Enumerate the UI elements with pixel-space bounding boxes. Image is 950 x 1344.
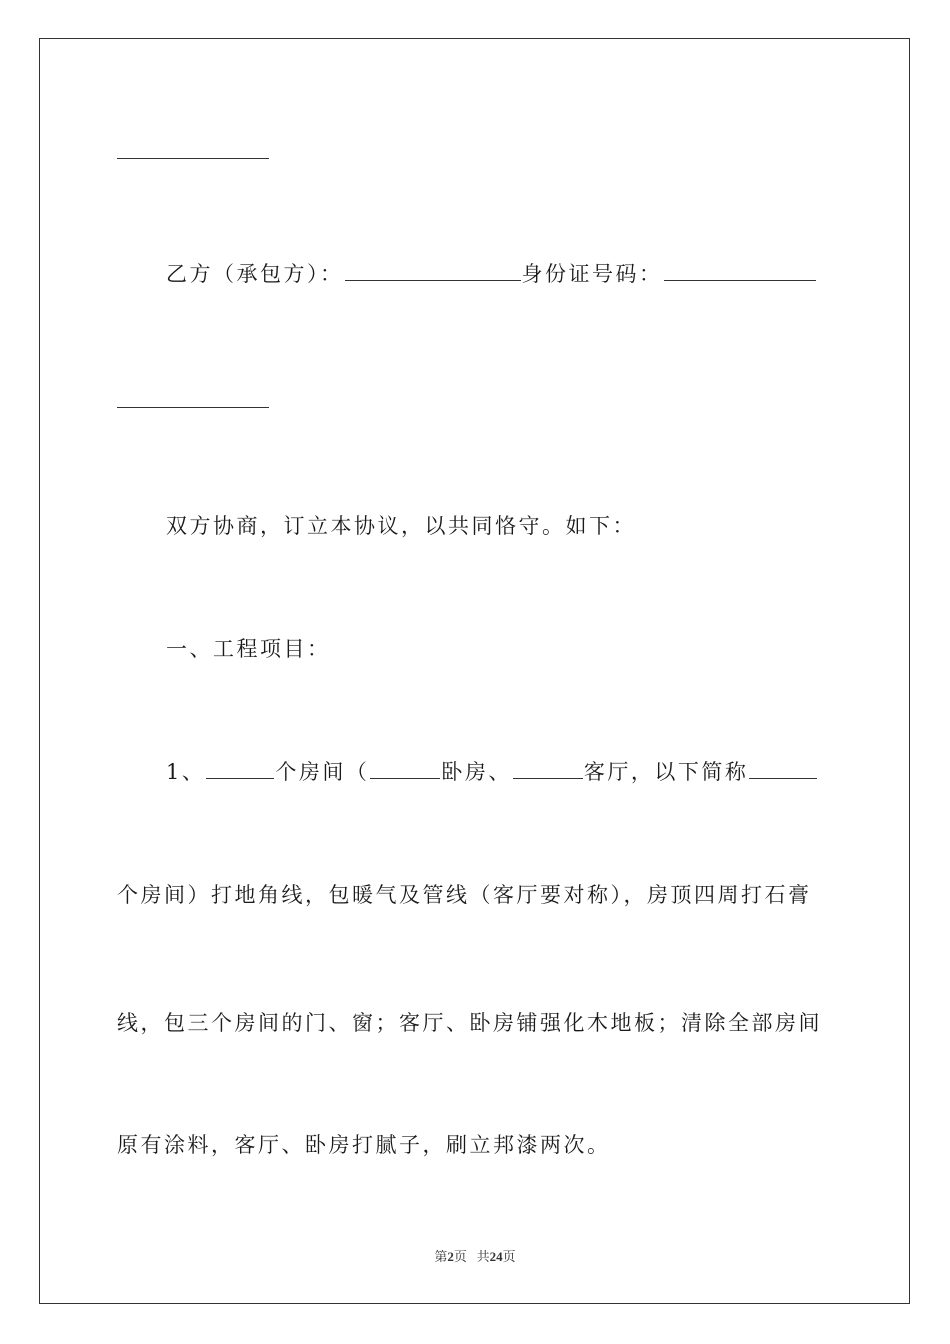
intro-text: 双方协商，订立本协议，以共同恪守。如下： <box>166 514 636 538</box>
footer-total-suffix: 页 <box>502 1249 516 1264</box>
id-number-blank <box>664 260 816 281</box>
room-count-blank <box>206 758 274 779</box>
party-b-line <box>166 259 817 289</box>
item-1-line-3: 线，包三个房间的门、窗；客厅、卧房铺强化木地板；清除全部房间 <box>117 1011 822 1035</box>
section-heading-projects: 一、工程项目： <box>166 637 331 661</box>
page-border <box>39 38 910 1304</box>
footer-page-prefix: 第 <box>434 1249 448 1264</box>
blank-line-top <box>117 158 269 159</box>
footer-total-pages: 24 <box>489 1249 503 1264</box>
item-1-line-2: 个房间）打地角线，包暖气及管线（客厅要对称），房顶四周打石膏 <box>117 883 812 907</box>
item-1-line-4: 原有涂料，客厅、卧房打腻子，刷立邦漆两次。 <box>117 1133 611 1157</box>
footer-current-page: 2 <box>447 1249 454 1264</box>
footer-total-prefix: 共 <box>476 1249 490 1264</box>
party-b-name-blank <box>345 260 521 281</box>
item-1-living-text: 客厅，以下简称 <box>583 760 749 784</box>
living-count-blank <box>513 758 583 779</box>
id-number-label: 身份证号码： <box>521 262 663 286</box>
item-1-number: 1、 <box>166 760 206 784</box>
item-1-line-1 <box>166 757 818 787</box>
blank-line-continuation <box>117 407 269 408</box>
page-footer <box>0 1247 950 1267</box>
item-1-bedroom-text: 卧房、 <box>441 760 512 784</box>
item-1-rooms-text: 个房间（ <box>275 760 370 784</box>
footer-page-suffix: 页 <box>453 1249 467 1264</box>
bedroom-count-blank <box>370 758 440 779</box>
abbreviation-blank <box>749 758 817 779</box>
party-b-label: 乙方（承包方）： <box>166 262 344 286</box>
